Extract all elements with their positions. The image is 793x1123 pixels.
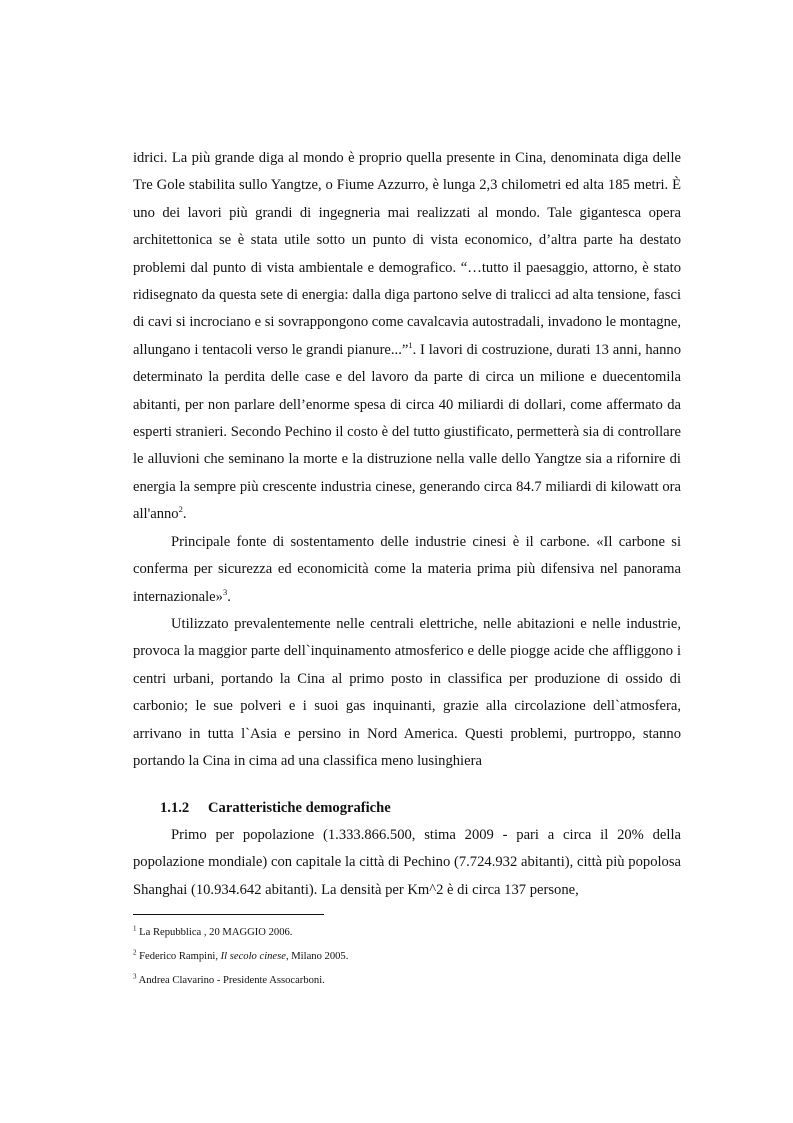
footnote-2-author: Federico Rampini,	[139, 951, 221, 962]
paragraph-pollution-text: Utilizzato prevalentemente nelle centrali elettriche, nelle abitazioni e nelle industrie, provoca la maggior parte dell`inquinamento atmosferico e delle piogge acide che affliggono i centri urbani, portando la Cina al primo posto in classifica per produzione di ossido di carbonio; le sue polveri e i suoi gas inquinanti, grazie alla circolazione dell`atmosfera, arrivano in tutta l`Asia e persino in Nord America. Questi problemi, purtroppo, stanno portando la Cina in cima ad una classifica meno lusinghiera	[133, 615, 681, 769]
footnote-divider	[133, 914, 324, 915]
paragraph-dam-text: idrici. La più grande diga al mondo è proprio quella presente in Cina, denominata diga delle Tre Gole stabilita sullo Yangtze, o Fiume Azzurro, è lunga 2,3 chilometri ed alta 185 metri. È uno dei lavori più grandi di ingegneria mai realizzati al mondo. Tale gigantesca opera architettonica se è stata utile sotto un punto di vista economico, d’altra parte ha destato problemi dal punto di vista ambientale e demografico. “…tutto il paesaggio, attorno, è stato ridisegnato da questa sete di energia: dalla diga partono selve di tralicci ad alta tensione, fasci di cavi si incrociano e si sovrappongono come cavalcavia autostradali, invadono le montagne, allungano i tentacoli verso le grandi pianure...”	[133, 150, 681, 358]
section-text	[133, 822, 681, 904]
footnote-1-number: 1	[133, 924, 137, 933]
section-heading	[133, 795, 681, 822]
paragraph-coal-end: .	[227, 588, 231, 605]
footnote-2-place-year: , Milano 2005.	[285, 951, 349, 962]
paragraph-coal	[133, 529, 681, 611]
paragraph-coal-text: Principale fonte di sostentamento delle industrie cinesi è il carbone. «Il carbone si conferma per sicurezza ed economicità come la materia prima più difensiva nel panorama internazionale»	[133, 533, 681, 605]
footnote-ref-2[interactable]: 2	[178, 504, 183, 515]
paragraph-demographics: Primo per popolazione (1.333.866.500, stima 2009 - pari a circa il 20% della popolazione mondiale) con capitale la città di Pechino (7.724.932 abitanti), città più popolosa Shanghai (10.934.642 abitanti). La densità per Km^2 è di circa 137 persone,	[133, 827, 681, 898]
paragraph-pollution	[133, 611, 681, 775]
footnote-3-number: 3	[133, 972, 137, 981]
section-title: Caratteristiche demografiche	[208, 800, 391, 816]
footnote-ref-3[interactable]: 3	[222, 586, 228, 597]
section-number: 1.1.2	[160, 800, 190, 816]
body-text	[133, 145, 681, 775]
footnote-3	[133, 969, 681, 993]
paragraph-dam-end: .	[182, 506, 187, 523]
footnote-3-text: Andrea Clavarino - Presidente Assocarboni.	[138, 975, 325, 986]
footnote-1-text: La Repubblica , 20 MAGGIO 2006.	[139, 927, 293, 938]
footnote-1	[133, 921, 681, 945]
paragraph-dam	[133, 145, 681, 529]
footnote-ref-1[interactable]: 1	[408, 339, 413, 350]
footnotes	[133, 921, 681, 993]
footnote-2	[133, 945, 681, 969]
footnote-2-number: 2	[133, 948, 137, 957]
paragraph-dam-text-continued: . I lavori di costruzione, durati 13 anni, hanno determinato la perdita delle case e del lavoro da parte di circa un milione e duecentomila abitanti, per non parlare dell’enorme spesa di circa 40 miliardi di dollari, come affermato da esperti stranieri. Secondo Pechino il costo è del tutto giustificato, permetterà sia di controllare le alluvioni che seminano la morte e la distruzione nella valle dello Yangtze sia a rifornire di energia la sempre più crescente industria cinese, generando circa 84.7 miliardi di kilowatt ora all'anno	[133, 341, 681, 523]
footnote-2-book-title: Il secolo cinese	[220, 951, 286, 962]
